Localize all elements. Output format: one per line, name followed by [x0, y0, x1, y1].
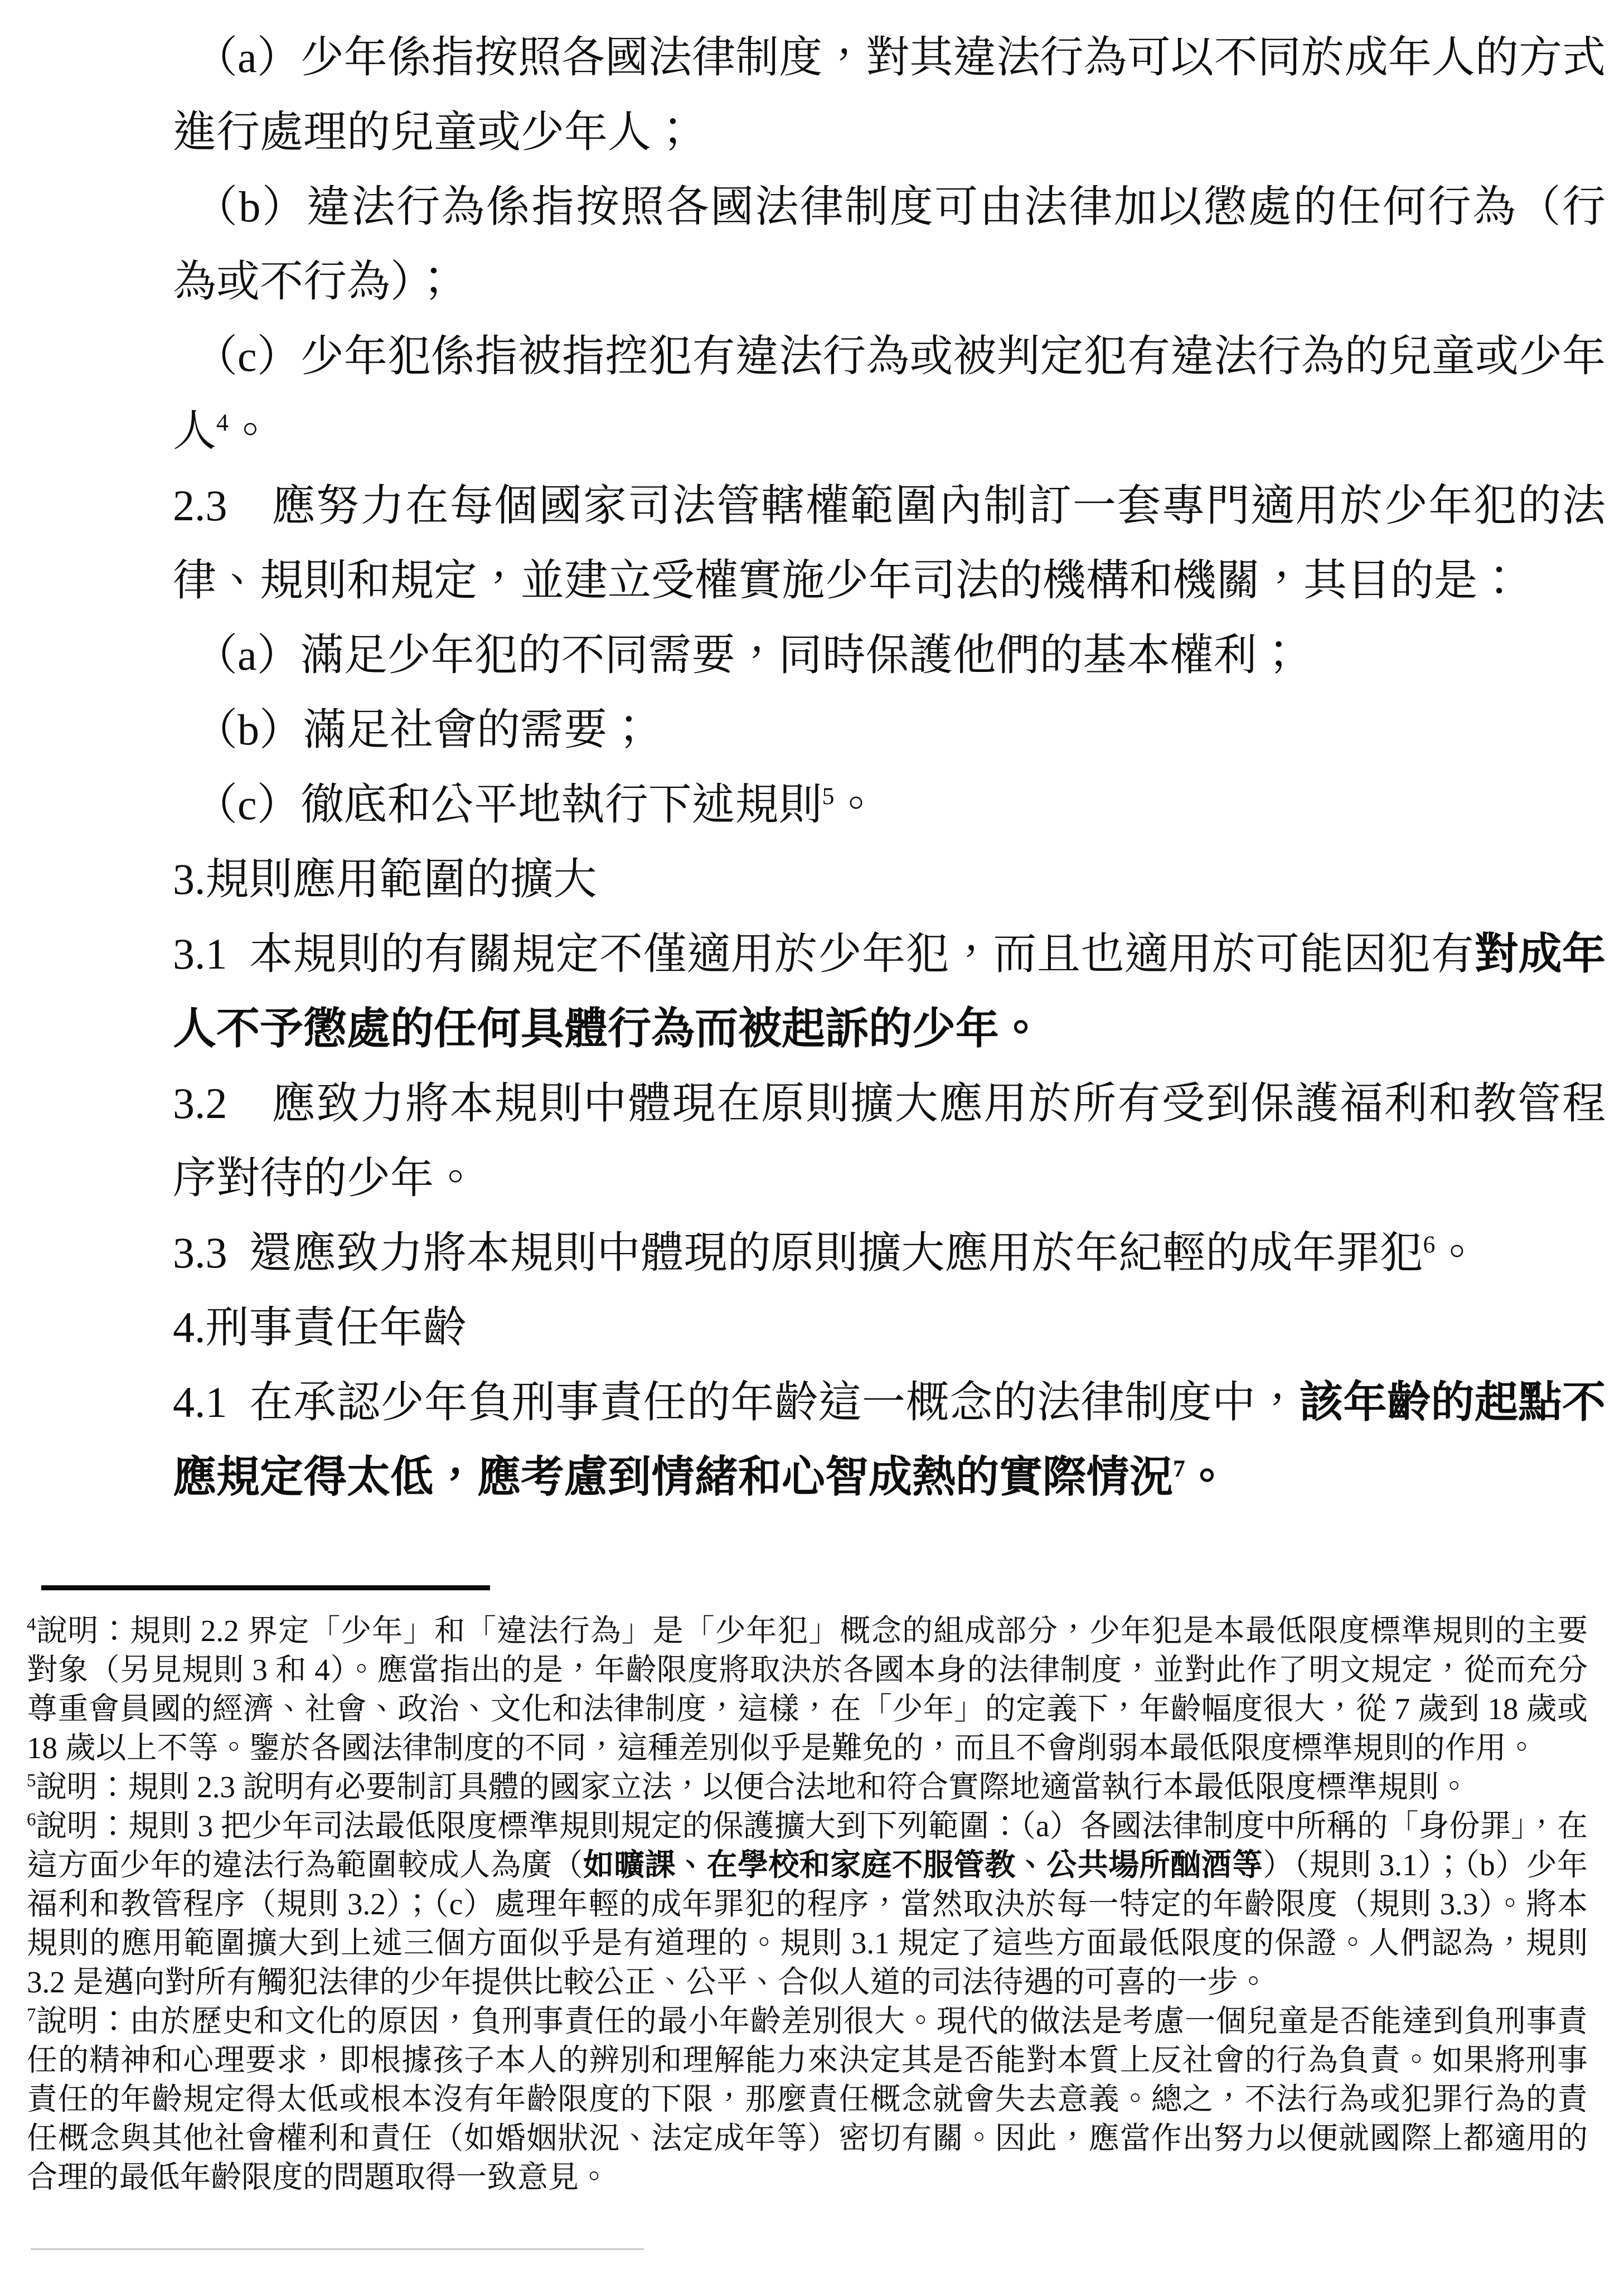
scan-artifact-line: [31, 2248, 644, 2250]
rule-3-3: [173, 1216, 1606, 1290]
footnote-6-text: ）（規則 3.1）；（b）少年福利和教管程序（規則 3.2）；（c）處理年輕的成年罪犯的程序，當然取決於每一特定的年齡限度（規則 3.3）。將本規則的應用範圍擴大到上述三個方面似乎是有道理的。規則 3.1 規定了這些方面最低限度的保證。人們認為，規則 3.2 是邁向對所有觸犯法律的少年提供比較公正、公平、合似人道的司法待遇的可喜的一步。: [27, 1848, 1588, 1999]
item-2-2-c-text: （c）少年犯係指被指控犯有違法行為或被判定犯有違法行為的兒童或少年人: [173, 332, 1606, 455]
rule-3-1-emphasis: 對成年人不予懲處的任何具體行為而被起訴的少年。: [173, 930, 1606, 1053]
heading-rule-3-text: 3.規則應用範圍的擴大: [173, 855, 597, 903]
item-2-3-c-text: 。: [834, 780, 878, 829]
footnote-7-text: 說明：由於歷史和文化的原因，負刑事責任的最小年齡差別很大。現代的做法是考慮一個兒童是否能達到負刑事責任的精神和心理要求，即根據孩子本人的辨別和理解能力來決定其是否能對本質上反社會的行為負責。如果將刑事責任的年齡規定得太低或根本沒有年齡限度的下限，那麼責任概念就會失去意義。總之，不法行為或犯罪行為的責任概念與其他社會權利和責任（如婚姻狀況、法定成年等）密切有關。因此，應當作出努力以便就國際上都適用的合理的最低年齡限度的問題取得一致意見。: [27, 2004, 1588, 2194]
rule-3-3-text: 。: [1435, 1228, 1479, 1277]
rule-4-1-text: 4.1 在承認少年負刑事責任的年齡這一概念的法律制度中，: [173, 1378, 1300, 1426]
item-2-3-a-text: （a）滿足少年犯的不同需要，同時保護他們的基本權利；: [194, 631, 1301, 679]
rule-4-1-emphasis: 。: [1185, 1453, 1229, 1501]
rule-4-1-footnote-ref: 7: [1173, 1455, 1185, 1482]
item-2-3-c-text: （c）徹底和公平地執行下述規則: [194, 780, 822, 829]
item-2-2-a-text: （a）少年係指按照各國法律制度，對其違法行為可以不同於成年人的方式進行處理的兒童或少年人；: [173, 33, 1606, 156]
rule-3-1: [173, 917, 1606, 1066]
footnote-4: [27, 1612, 1588, 1768]
footnote-6: [27, 1807, 1588, 2002]
item-2-3-a: [173, 618, 1606, 693]
item-2-3-b: [173, 693, 1606, 767]
rule-4-1: [173, 1365, 1606, 1514]
footnote-6-emphasis: 如曠課、在學校和家庭不服管教、公共場所酗酒等: [583, 1848, 1263, 1882]
item-2-3-b-text: （b）滿足社會的需要；: [194, 705, 651, 754]
item-2-2-b-text: （b）違法行為係指按照各國法律制度可由法律加以懲處的任何行為（行為或不行為）；: [173, 182, 1606, 306]
footnote-5-marker: 5: [27, 1770, 36, 1791]
main-text: [173, 20, 1606, 1514]
rule-4-1-emphasis: 該年齡的起點不應規定得太低，應考慮到情緒和心智成熱的實際情況: [173, 1378, 1606, 1501]
rule-2-3-text: 2.3 應努力在每個國家司法管轄權範圍內制訂一套專門適用於少年犯的法律、規則和規定，並建立受權實施少年司法的機構和機關，其目的是：: [173, 481, 1606, 604]
footnote-5-text: 說明：規則 2.3 說明有必要制訂具體的國家立法，以便合法地和符合實際地適當執行本最低限度標準規則。: [36, 1770, 1470, 1804]
footnote-4-text: 說明：規則 2.2 界定「少年」和「違法行為」是「少年犯」概念的組成部分，少年犯是本最低限度標準規則的主要對象（另見規則 3 和 4）。應當指出的是，年齡限度將取決於各國本身的法律制度，並對此作了明文規定，從而充分尊重會員國的經濟、社會、政治、文化和法律制度，這樣，在「少年」的定義下，年齡幅度很大，從 7 歲到 18 歲或 18 歲以上不等。鑒於各國法律制度的不同，這種差別似乎是難免的，而且不會削弱本最低限度標準規則的作用。: [27, 1614, 1588, 1765]
footnote-5: [27, 1768, 1588, 1807]
item-2-3-c: [173, 767, 1606, 842]
item-2-2-c-footnote-ref: 4: [216, 409, 229, 436]
rule-3-2: [173, 1066, 1606, 1216]
item-2-2-a: [173, 20, 1606, 170]
heading-rule-3: [173, 842, 1606, 917]
rule-2-3: [173, 468, 1606, 618]
footnote-6-marker: 6: [27, 1809, 36, 1830]
footnote-separator-line: [41, 1585, 490, 1590]
rule-3-3-footnote-ref: 6: [1423, 1231, 1436, 1258]
footnote-6-text: 說明：規則 3 把少年司法最低限度標準規則規定的保護擴大到下列範圍：（a）各國法律制度中所稱的「身份罪」，在這方面少年的違法行為範圍較成人為廣（: [27, 1809, 1588, 1882]
rule-3-1-text: 3.1 本規則的有關規定不僅適用於少年犯，而且也適用於可能因犯有: [173, 930, 1475, 978]
footnote-7: [27, 2002, 1588, 2197]
footnote-7-marker: 7: [27, 2005, 36, 2025]
heading-rule-4: [173, 1290, 1606, 1365]
footnote-4-marker: 4: [27, 1614, 36, 1635]
item-2-3-c-footnote-ref: 5: [822, 783, 835, 810]
rule-3-2-text: 3.2 應致力將本規則中體現在原則擴大應用於所有受到保護福利和教管程序對待的少年。: [173, 1079, 1606, 1202]
footnotes: [27, 1612, 1588, 2197]
rule-3-3-text: 3.3 還應致力將本規則中體現的原則擴大應用於年紀輕的成年罪犯: [173, 1228, 1423, 1277]
item-2-2-c: [173, 319, 1606, 468]
item-2-2-b: [173, 170, 1606, 319]
item-2-2-c-text: 。: [228, 406, 272, 455]
heading-rule-4-text: 4.刑事責任年齡: [173, 1303, 467, 1352]
